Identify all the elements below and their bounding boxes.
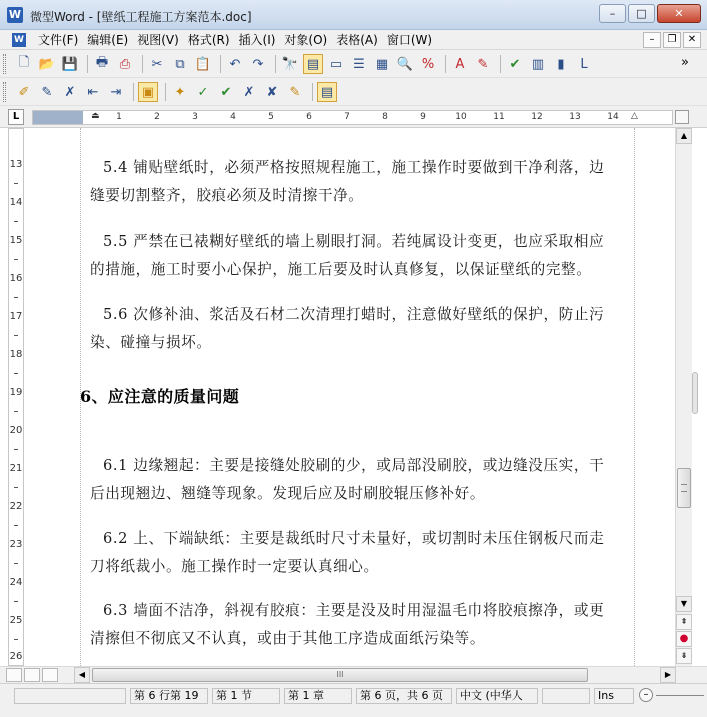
accept-all-icon[interactable]: ✔ (220, 84, 232, 100)
title-bar (0, 0, 707, 30)
vertical-ruler[interactable] (8, 128, 24, 666)
vruler-number: 21 (9, 463, 23, 474)
status-bar (0, 683, 707, 717)
text-line: 6.3 墙面不洁净，斜视有胶痕：主要是没及时用湿温毛巾将胶痕擦净，或更 (103, 602, 605, 619)
find-icon[interactable]: 🔭 (281, 56, 299, 72)
vruler-number: 24 (9, 577, 23, 588)
document-menu-icon[interactable]: W (12, 33, 26, 47)
text-line: 5.6 次修补油、浆活及石材二次清理打蜡时，注意做好壁纸的保护，防止污 (103, 306, 605, 323)
vruler-number: 17 (9, 311, 23, 322)
paragraph-5-6[interactable] (90, 301, 634, 357)
status-line-column: 第 6 行第 19 (130, 688, 208, 704)
status-section: 第 1 节 (212, 688, 280, 704)
scroll-down-button[interactable]: ▼ (676, 596, 692, 612)
text-line: 缝要切割整齐，胶痕必须及时清擦干净。 (90, 187, 364, 204)
spell-check-icon[interactable]: ✔ (509, 56, 521, 72)
ruler-tick: 3 (192, 112, 198, 122)
ruler-tick: 2 (154, 112, 160, 122)
doc-close-button[interactable]: ✕ (683, 32, 701, 48)
ruler-tick: 13 (569, 112, 581, 122)
vruler-number: 16 (9, 273, 23, 284)
page-view-button[interactable] (42, 668, 58, 682)
menu-window[interactable]: 窗口(W) (386, 33, 433, 47)
document-page[interactable] (24, 128, 675, 666)
status-language: 中文 (中华人 (456, 688, 538, 704)
vruler-number: 26 (9, 651, 23, 662)
text-line: 刀将纸裁小。施工操作时一定要认真细心。 (90, 558, 379, 575)
pdf-export-icon[interactable]: ⎙ (119, 56, 131, 72)
vruler-number: 22 (9, 501, 23, 512)
status-insert-mode[interactable]: Ins (594, 688, 634, 704)
text-line: 5.4 铺贴壁纸时，必须严格按照规程施工，施工操作时要做到干净利落，边 (103, 159, 605, 176)
accept-icon[interactable]: ✓ (197, 84, 209, 100)
previous-page-button[interactable]: ⇞ (676, 614, 692, 630)
ruler-tick: 7 (344, 112, 350, 122)
menu-edit[interactable]: 编辑(E) (87, 33, 129, 47)
reject-all-icon[interactable]: ✘ (266, 84, 278, 100)
doc-restore-button[interactable]: ❐ (663, 32, 681, 48)
ruler-bar (0, 106, 707, 128)
normal-view-icon[interactable]: ▦ (375, 56, 389, 72)
chart-icon[interactable]: ▥ (531, 56, 545, 72)
ruler-tick: 12 (531, 112, 543, 122)
browse-object-button[interactable]: ● (676, 631, 692, 647)
menu-table[interactable]: 表格(A) (336, 33, 378, 47)
insert-text-icon[interactable]: ✎ (477, 56, 489, 72)
left-indent-marker[interactable]: ⏏ (91, 111, 100, 121)
print-layout-icon[interactable]: ▤ (303, 54, 323, 74)
doc-minimize-button[interactable]: – (643, 32, 661, 48)
paste-icon[interactable]: 📋 (194, 56, 212, 72)
text-line: 清擦但不彻底又不认真，或由于其他工序造成面纸污染等。 (90, 630, 486, 647)
format-icon[interactable]: L (580, 56, 588, 72)
track-changes-icon[interactable]: ✎ (289, 84, 301, 100)
left-margin-area (33, 111, 83, 124)
edit-note-icon[interactable]: ✎ (41, 84, 53, 100)
status-page: 第 6 页，共 6 页 (356, 688, 452, 704)
vruler-number: 18 (9, 349, 23, 360)
open-folder-icon[interactable]: 📂 (38, 56, 56, 72)
ruler-tick: 5 (268, 112, 274, 122)
vruler-number: 13 (9, 159, 23, 170)
status-empty (14, 688, 126, 704)
status-blank (542, 688, 590, 704)
text-line: 染、碰撞与损坏。 (90, 334, 212, 351)
font-color-icon[interactable]: A (455, 56, 465, 72)
standard-toolbar (0, 50, 707, 78)
delete-note-icon[interactable]: ✗ (64, 84, 76, 100)
menu-insert[interactable]: 插入(I) (238, 33, 276, 47)
vruler-number: 20 (9, 425, 23, 436)
paragraph-5-5[interactable] (90, 228, 634, 284)
split-handle[interactable] (692, 372, 698, 414)
outline-view-icon[interactable]: ☰ (353, 56, 365, 72)
zoom-slider[interactable] (656, 695, 704, 696)
horizontal-scrollbar[interactable] (0, 666, 707, 683)
vruler-number: 14 (9, 197, 23, 208)
tab-stop-selector[interactable]: L (8, 109, 24, 125)
scroll-up-button[interactable]: ▲ (676, 128, 692, 144)
normal-view-button[interactable] (6, 668, 22, 682)
zoom-out-button[interactable]: – (639, 688, 653, 702)
review-toolbar (0, 78, 707, 106)
scroll-left-button[interactable]: ◀ (74, 667, 90, 683)
vruler-number: 23 (9, 539, 23, 550)
text-line: 后出现翘边、翘缝等现象。发现后应及时刷胶辊压修补好。 (90, 485, 486, 502)
ruler-tick: 1 (116, 112, 122, 122)
horizontal-ruler[interactable] (32, 110, 673, 125)
next-page-button[interactable]: ⇟ (676, 648, 692, 664)
revision-icon[interactable]: ✐ (18, 84, 30, 100)
word-app-icon[interactable]: W (8, 8, 22, 21)
text-boundary-right (634, 128, 635, 666)
redo-icon[interactable]: ↷ (252, 56, 264, 72)
grip-icon (681, 484, 687, 492)
ruler-tick: 11 (493, 112, 505, 122)
clipboard-icon[interactable]: ▣ (138, 82, 158, 102)
vertical-scrollbar[interactable] (675, 128, 692, 666)
vertical-scroll-thumb[interactable] (677, 468, 691, 508)
section-heading-6[interactable]: 6、应注意的质量问题 (80, 387, 240, 406)
minimize-button[interactable]: – (599, 4, 626, 23)
review-pane-icon[interactable]: ▤ (317, 82, 337, 102)
close-button[interactable]: ✕ (657, 4, 701, 23)
text-line: 5.5 严禁在已裱糊好壁纸的墙上剔眼打洞。若纯属设计变更，也应采取相应 (103, 233, 605, 250)
ruler-toggle-button[interactable] (675, 110, 689, 124)
menu-file[interactable]: 文件(F) (38, 33, 79, 47)
copy-icon[interactable]: ⧉ (175, 56, 185, 72)
menu-format[interactable]: 格式(R) (187, 33, 230, 47)
undo-icon[interactable]: ↶ (229, 56, 241, 72)
paragraph-6-3[interactable] (90, 597, 634, 653)
paragraph-5-4[interactable] (90, 154, 634, 210)
ruler-tick: 8 (382, 112, 388, 122)
toolbar-grip[interactable] (3, 54, 6, 74)
menu-bar (0, 30, 707, 50)
menu-object[interactable]: 对象(O) (284, 33, 328, 47)
right-indent-marker[interactable]: △ (631, 111, 638, 121)
ruler-tick: 6 (306, 112, 312, 122)
scroll-right-button[interactable]: ▶ (660, 667, 676, 683)
menu-view[interactable]: 视图(V) (137, 33, 179, 47)
paint-icon[interactable]: ▮ (557, 56, 565, 72)
new-document-icon[interactable]: 🗋 (18, 55, 30, 70)
web-layout-icon[interactable]: ▭ (329, 56, 343, 72)
window-controls (597, 4, 701, 23)
paragraph-6-2[interactable] (90, 525, 634, 581)
zoom-icon[interactable]: 🔍 (396, 56, 414, 72)
web-view-button[interactable] (24, 668, 40, 682)
text-line: 6.1 边缘翘起：主要是接缝处胶刷的少，或局部没刷胶，或边缝没压实，干 (103, 457, 605, 474)
highlight-icon[interactable]: ✦ (174, 84, 186, 100)
text-line: 6.2 上、下端缺纸：主要是裁纸时尺寸未量好，或切割时未压住钢板尺而走 (103, 530, 605, 547)
vruler-number: 25 (9, 615, 23, 626)
ruler-tick: 10 (455, 112, 467, 122)
toolbar-grip[interactable] (3, 82, 6, 102)
paragraph-6-1[interactable] (90, 452, 634, 508)
maximize-button[interactable]: □ (628, 4, 655, 23)
window-title: 微型Word - [壁纸工程施工方案范本.doc] (30, 10, 252, 24)
percent-icon[interactable]: % (421, 56, 435, 72)
ruler-tick: 4 (230, 112, 236, 122)
ruler-tick: 14 (607, 112, 619, 122)
print-icon[interactable]: 🖶 (95, 55, 109, 70)
horizontal-scroll-thumb[interactable]: III (92, 668, 588, 682)
next-note-icon[interactable]: ⇥ (110, 84, 122, 100)
text-line: 的措施，施工时要小心保护，施工后要及时认真修复，以保证壁纸的完整。 (90, 261, 592, 278)
view-buttons (6, 668, 60, 682)
toolbar-more-icon[interactable]: » (681, 55, 689, 70)
save-icon[interactable]: 💾 (61, 56, 79, 72)
ruler-tick: 9 (420, 112, 426, 122)
vruler-number: 15 (9, 235, 23, 246)
cut-icon[interactable]: ✂ (151, 56, 163, 72)
prev-note-icon[interactable]: ⇤ (87, 84, 99, 100)
vruler-number: 19 (9, 387, 23, 398)
reject-icon[interactable]: ✗ (243, 84, 255, 100)
status-chapter: 第 1 章 (284, 688, 352, 704)
